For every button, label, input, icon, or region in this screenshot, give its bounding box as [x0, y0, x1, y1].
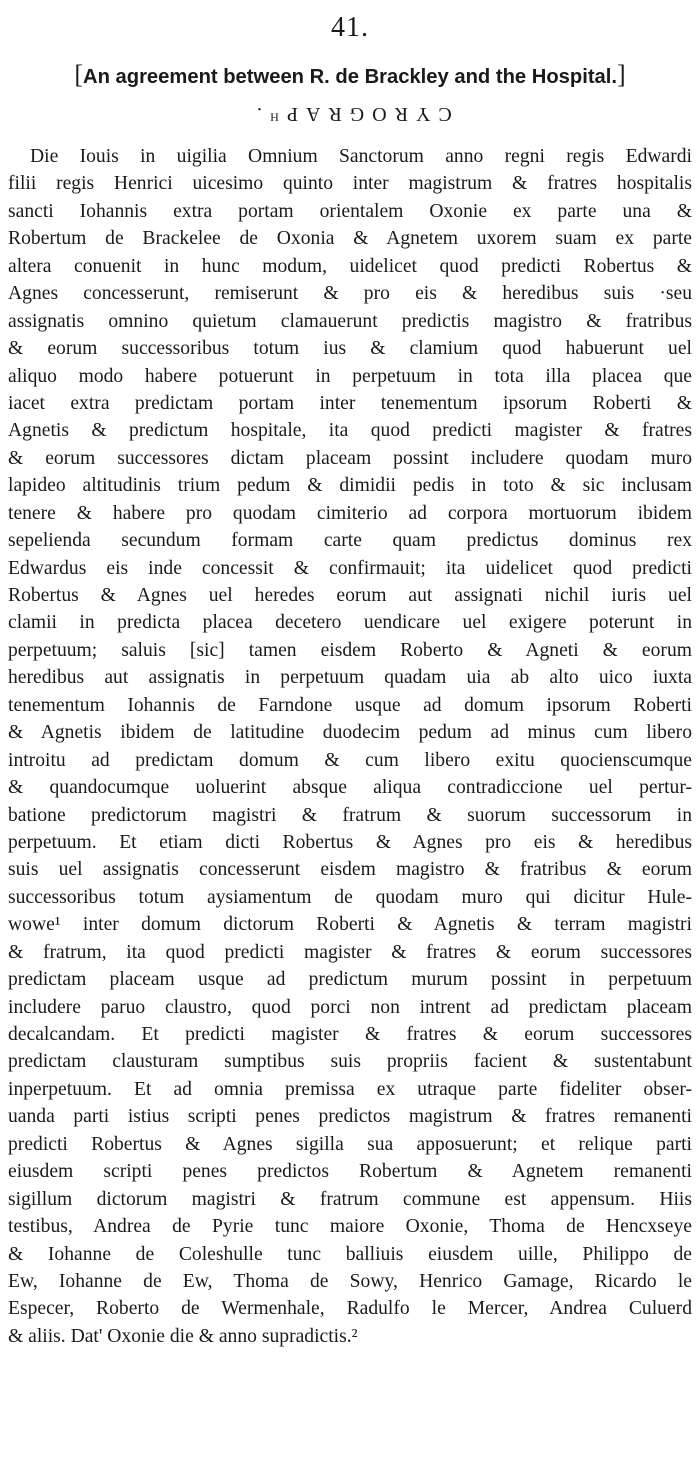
body-line: & quandocumque uoluerint absque aliqua contradiccione uel pertur-	[8, 777, 692, 799]
body-line: heredibus aut assignatis in perpetuum quadam uia ab alto uico iuxta	[8, 667, 692, 689]
body-line: & eorum successoribus totum ius & clamium quod habuerunt uel	[8, 338, 692, 360]
body-line: Especer, Roberto de Wermenhale, Radulfo le Mercer, Andrea Culuerd	[8, 1298, 692, 1320]
body-line: sigillum dictorum magistri & fratrum commune est appensum. Hiis	[8, 1188, 692, 1210]
body-line: batione predictorum magistri & fratrum & suorum successorum in	[8, 804, 692, 826]
body-line: predictam clausturam sumptibus suis propriis facient & sustentabunt	[8, 1051, 692, 1073]
body-line: & eorum successores dictam placeam possint includere quodam muro	[8, 447, 692, 469]
document-body	[8, 143, 692, 1350]
document-number: 41.	[331, 12, 369, 43]
body-line: perpetuum; saluis [sic] tamen eisdem Roberto & Agneti & eorum	[8, 639, 692, 661]
body-line: sepelienda secundum formam carte quam predictus dominus rex	[8, 530, 692, 552]
body-line: tenementum Iohannis de Farndone usque ad domum ipsorum Roberti	[8, 694, 692, 716]
body-line: wowe¹ inter domum dictorum Roberti & Agnetis & terram magistri	[8, 914, 692, 936]
body-line: aliquo modo habere potuerunt in perpetuum in tota illa placea que	[8, 365, 692, 387]
body-line: introitu ad predictam domum & cum libero exitu quocienscumque	[8, 749, 692, 771]
title-close-bracket: ]	[617, 60, 626, 89]
body-line: Robertum de Brackelee de Oxonia & Agnetem uxorem suam ex parte	[8, 228, 692, 250]
body-line: & Agnetis ibidem de latitudine duodecim pedum ad minus cum libero	[8, 722, 692, 744]
body-line: clamii in predicta placea decetero uendicare uel exigere poterunt in	[8, 612, 692, 634]
body-line: Agnetis & predictum hospitale, ita quod predicti magister & fratres	[8, 420, 692, 442]
body-line: filii regis Henrici uicesimo quinto inter magistrum & fratres hospitalis	[8, 173, 692, 195]
body-line: iacet extra predictam portam inter tenementum ipsorum Roberti &	[8, 392, 692, 414]
body-line: decalcandam. Et predicti magister & fratres & eorum successores	[8, 1024, 692, 1045]
body-line: predicti Robertus & Agnes sigilla sua apposuerunt; et relique parti	[8, 1133, 692, 1155]
chirograph-heading	[0, 101, 700, 127]
body-line: includere paruo claustro, quod porci non intrent ad predictam placeam	[8, 996, 692, 1018]
body-line: eiusdem scripti penes predictos Robertum & Agnetem remanenti	[8, 1161, 692, 1183]
title-text: An agreement between R. de Brackley and the Hospital.	[83, 66, 617, 88]
body-line: Die Iouis in uigilia Omnium Sanctorum anno regni regis Edwardi	[30, 146, 692, 167]
document-title	[8, 62, 692, 90]
body-line: lapideo altitudinis trium pedum & dimidii pedis in toto & sic inclusam	[8, 475, 692, 497]
body-line: & fratrum, ita quod predicti magister & fratres & eorum successores	[8, 941, 692, 963]
body-line-final: & aliis. Dat' Oxonie die & anno supradictis.²	[8, 1325, 358, 1347]
body-line: inperpetuum. Et ad omnia premissa ex utraque parte fideliter obser-	[8, 1078, 692, 1100]
body-line: testibus, Andrea de Pyrie tunc maiore Oxonie, Thoma de Hencxseye	[8, 1216, 692, 1238]
body-line: successoribus totum aysiamentum de quodam muro qui dicitur Hule-	[8, 886, 692, 908]
body-line: suis uel assignatis concesserunt eisdem magistro & fratribus & eorum	[8, 859, 692, 881]
body-line: perpetuum. Et etiam dicti Robertus & Agnes pro eis & heredibus	[8, 831, 692, 853]
body-line: altera conuenit in hunc modum, uidelicet quod predicti Robertus &	[8, 255, 692, 277]
body-line: sancti Iohannis extra portam orientalem Oxonie ex parte una &	[8, 200, 692, 222]
title-open-bracket: [	[74, 60, 83, 89]
body-line: uanda parti istius scripti penes predictos magistrum & fratres remanenti	[8, 1106, 692, 1128]
body-line: Robertus & Agnes uel heredes eorum aut assignati nichil iuris uel	[8, 585, 692, 606]
body-line: Ew, Iohanne de Ew, Thoma de Sowy, Henrico Gamage, Ricardo le	[8, 1270, 692, 1292]
body-line: tenere & habere pro quodam cimiterio ad corpora mortuorum ibidem	[8, 502, 692, 524]
body-line: predictam placeam usque ad predictum murum possint in perpetuum	[8, 969, 692, 991]
body-line: & Iohanne de Coleshulle tunc balliuis eiusdem uille, Philippo de	[8, 1243, 692, 1265]
chirograph-inverted-text: CYROGRAPᴴ.	[248, 103, 452, 125]
body-line: Agnes concesserunt, remiserunt & pro eis & heredibus suis ·seu	[8, 283, 692, 305]
body-line: assignatis omnino quietum clamauerunt predictis magistro & fratribus	[8, 310, 692, 332]
body-line: Edwardus eis inde concessit & confirmauit; ita uidelicet quod predicti	[8, 557, 692, 579]
